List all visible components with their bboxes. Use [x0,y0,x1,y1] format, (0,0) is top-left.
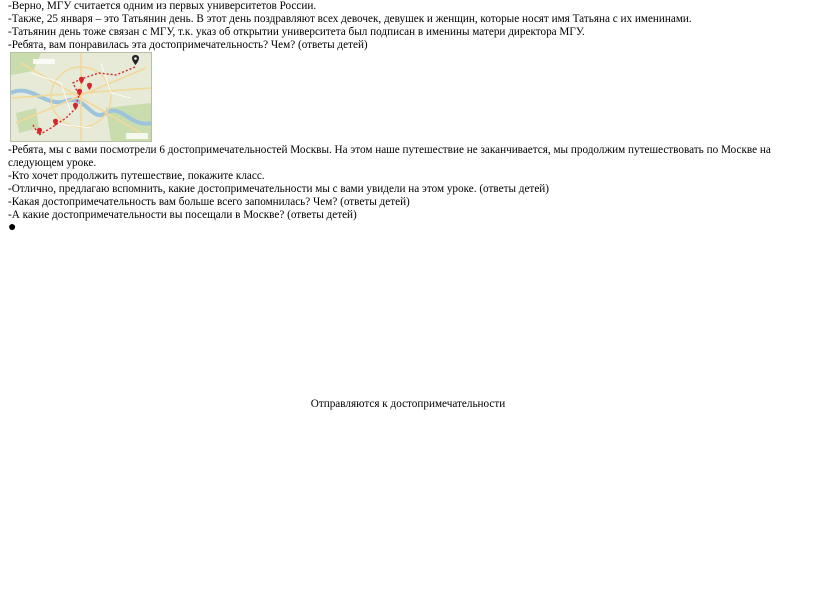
text-line-8: -Какая достопримечательность вам больше всего запомнилась? Чем? (ответы детей) [8,196,410,208]
text-line-7: -Отлично, предлагаю вспомнить, какие достопримечательности мы с вами увидели на этом уроке. (ответы детей) [8,183,550,195]
text-line-5: -Ребята, мы с вами посмотрели 6 достопримечательностей Москвы. На этом наше путешествие не заканчивается, мы продолжим путешествовать по Москве на следующем уроке. [8,144,771,169]
end-marker-dot [134,57,137,60]
map-label-box [33,59,55,64]
bullet-marker: ● [8,220,17,235]
caption-text: Отправляются к достопримечательности [310,398,506,410]
map-scale-box [126,133,148,139]
text-line-9: -А какие достопримечательности вы посещали в Москве? (ответы детей) [8,209,357,221]
document-body [8,0,808,234]
text-line-4: -Ребята, вам понравилась эта достопримечательность? Чем? (ответы детей) [8,39,368,51]
route-map-image [10,52,152,142]
text-line-6: -Кто хочет продолжить путешествие, покажите класс. [8,170,265,182]
route-map-svg [11,53,151,141]
text-line-1: -Верно, МГУ считается одним из первых университетов России. [8,0,317,12]
text-line-2: -Также, 25 января – это Татьянин день. В этот день поздравляют всех девочек, девушек и женщин, которые носят имя Татьяна с их именинами. [8,13,692,25]
text-line-3: -Татьянин день тоже связан с МГУ, т.к. указ об открытии университета был подписан в именины матери директора МГУ. [8,26,585,38]
